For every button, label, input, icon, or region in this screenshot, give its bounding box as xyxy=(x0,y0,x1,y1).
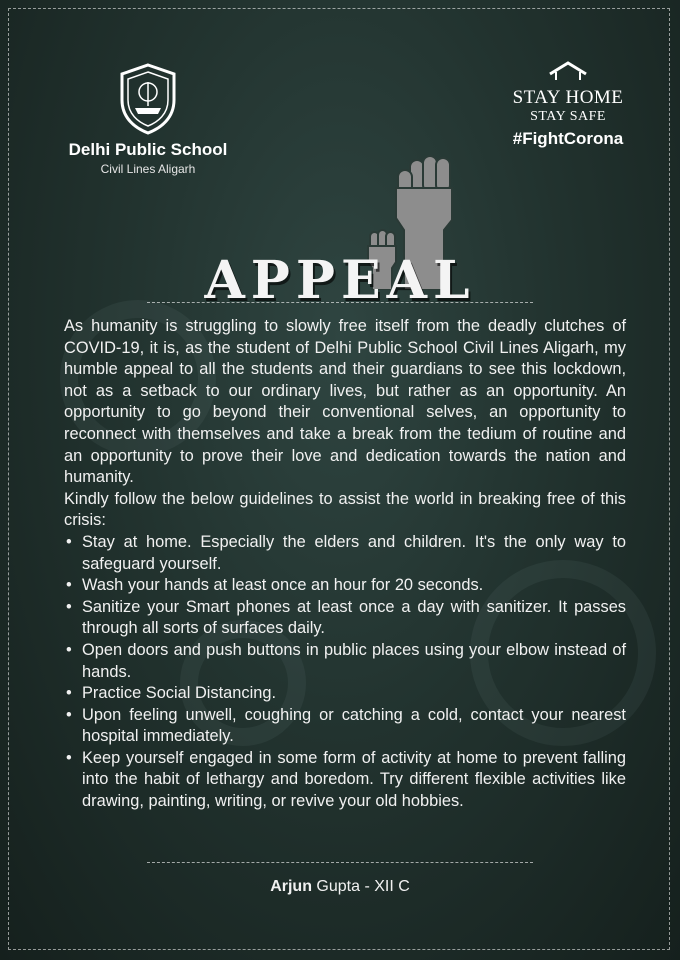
school-name: Delhi Public School xyxy=(68,140,228,159)
guideline-item: • Upon feeling unwell, coughing or catching a cold, contact your nearest hospital immediately. xyxy=(64,705,626,748)
school-logo-block xyxy=(58,62,238,176)
guideline-item: • Sanitize your Smart phones at least once a day with sanitizer. It passes through all sorts of surfaces daily. xyxy=(64,597,626,640)
appeal-title: APPEAL xyxy=(204,250,476,311)
divider-bottom xyxy=(147,862,533,863)
appeal-body xyxy=(64,316,626,813)
guidelines-intro: Kindly follow the below guidelines to assist the world in breaking free of this crisis: xyxy=(64,489,626,530)
stay-home-badge xyxy=(508,60,628,149)
house-roof-icon xyxy=(548,60,588,82)
signature-rest: Gupta - XII C xyxy=(311,878,410,895)
guideline-item: • Wash your hands at least once an hour for 20 seconds. xyxy=(64,575,626,597)
signature-first-name: Arjun xyxy=(270,878,312,895)
guideline-item: • Keep yourself engaged in some form of activity at home to prevent falling into the habit of lethargy and boredom. Try different flexible activities like drawing, painting, writing, or revive your old hobbies. xyxy=(64,748,626,813)
stay-home-text: STAY HOME xyxy=(512,87,624,108)
stay-safe-text: STAY SAFE xyxy=(530,109,606,124)
hashtag: #FightCorona xyxy=(512,129,624,148)
school-crest-icon xyxy=(117,62,179,136)
intro-paragraph: As humanity is struggling to slowly free itself from the deadly clutches of COVID-19, it is, as the student of Delhi Public School Civil Lines Aligarh, my humble appeal to all the students and their guardians to see this lockdown, not as a setback to our ordinary lives, but rather as an opportunity. An opportunity to go beyond their conventional selves, an opportunity to reconnect with themselves and take a break from the tedium of routine and an opportunity to prove their love and dedication towards the nation and humanity. xyxy=(64,317,626,487)
guidelines-list xyxy=(64,532,626,813)
guideline-item: • Practice Social Distancing. xyxy=(64,683,626,705)
signature xyxy=(0,878,680,896)
divider-top xyxy=(147,302,533,303)
guideline-item: • Open doors and push buttons in public places using your elbow instead of hands. xyxy=(64,640,626,683)
school-location: Civil Lines Aligarh xyxy=(100,162,196,176)
guideline-item: • Stay at home. Especially the elders and children. It's the only way to safeguard yourself. xyxy=(64,532,626,575)
